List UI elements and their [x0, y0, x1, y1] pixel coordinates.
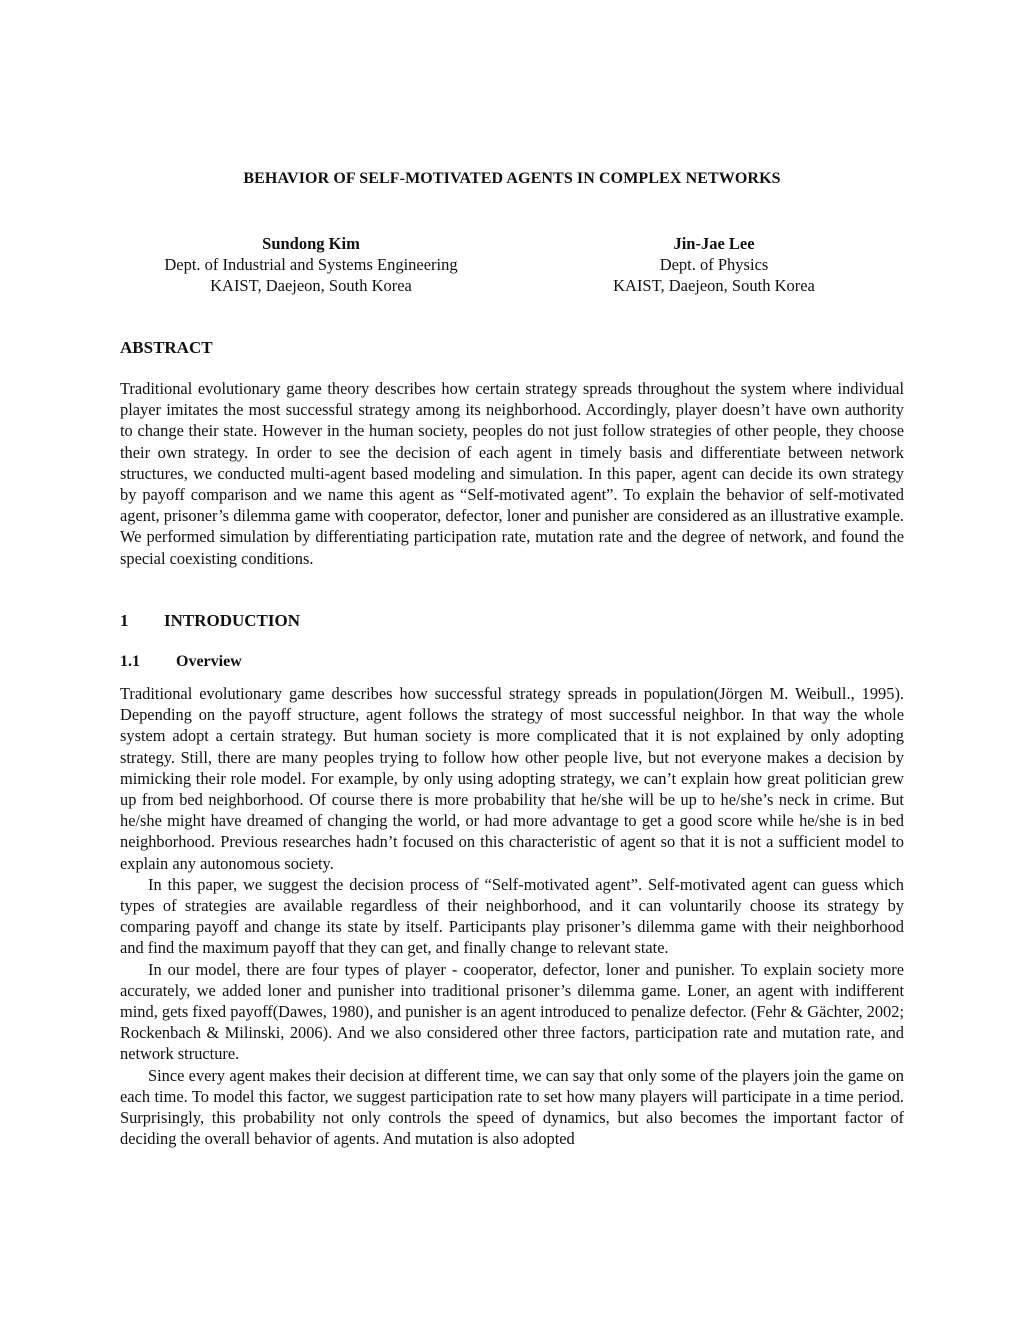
author-dept: Dept. of Physics [659, 255, 769, 274]
body-paragraph: In our model, there are four types of player - cooperator, defector, loner and punisher. To explain society more accurately, we added loner and punisher into traditional prisoner’s dilemma game. Loner, an agent with indifferent mind, gets fixed payoff(Dawes, 1980), and punisher is an agent introduced to penalize defector. (Fehr & Gächter, 2002; Rockenbach & Milinski, 2006). And we also considered other three factors, participation rate and mutation rate, and network structure. [120, 959, 904, 1064]
overview-body [120, 683, 904, 1149]
body-paragraph: In this paper, we suggest the decision process of “Self-motivated agent”. Self-motivated agent can guess which types of strategies are available regardless of their neighborhood, and it can voluntarily choose its strategy by comparing payoff and change its state by itself. Participants play prisoner’s dilemma game with their neighborhood and find the maximum payoff that they can get, and finally change to relevant state. [120, 874, 904, 958]
body-paragraph: Since every agent makes their decision at different time, we can say that only some of the players join the game on each time. To model this factor, we suggest participation rate to set how many players will participate in a time period. Surprisingly, this probability not only controls the speed of dynamics, but also becomes the important factor of deciding the overall behavior of agents. And mutation is also adopted [120, 1065, 904, 1149]
body-paragraph: Traditional evolutionary game describes how successful strategy spreads in population(Jörgen M. Weibull., 1995). Depending on the payoff structure, agent follows the strategy of most successful neighbor. In that way the whole system adopt a certain strategy. But human society is more complicated that it is not explained by only adopting strategy. Still, there are many peoples trying to follow how other people live, but not everyone makes a decision by mimicking their role model. For example, by only using adopting strategy, we can’t explain how great politician grew up from bed neighborhood. Of course there is more probability that he/she will be up to he/she’s neck in crime. But he/she might have dreamed of changing the world, or had more advantage to get a good score while he/she is in bed neighborhood. Previous researches hadn’t focused on this characteristic of agent so that it is not a sufficient model to explain any autonomous society. [120, 684, 904, 873]
subsection-number: 1.1 [120, 653, 140, 670]
author-affiliation: KAIST, Daejeon, South Korea [210, 276, 412, 295]
abstract-heading: ABSTRACT [120, 338, 213, 357]
author-block-2 [580, 233, 848, 296]
abstract-body [120, 378, 904, 569]
author-block-1 [140, 233, 482, 296]
author-name: Jin-Jae Lee [673, 234, 755, 253]
subsection-heading-overview [120, 653, 242, 671]
author-name: Sundong Kim [262, 234, 360, 253]
section-number: 1 [120, 611, 129, 630]
paper-title: BEHAVIOR OF SELF-MOTIVATED AGENTS IN COMPLEX NETWORKS [243, 170, 781, 187]
section-title: INTRODUCTION [164, 611, 301, 630]
section-heading-introduction [120, 611, 300, 631]
author-affiliation: KAIST, Daejeon, South Korea [613, 276, 815, 295]
abstract-paragraph: Traditional evolutionary game theory describes how certain strategy spreads throughout the system where individual player imitates the most successful strategy among its neighborhood. Accordingly, player doesn’t have own authority to change their state. However in the human society, peoples do not just follow strategies of other people, they choose their own strategy. In order to see the decision of each agent in timely basis and differentiate between network structures, we conducted multi-agent based modeling and simulation. In this paper, agent can decide its own strategy by payoff comparison and we name this agent as “Self-motivated agent”. To explain the behavior of self-motivated agent, prisoner’s dilemma game with cooperator, defector, loner and punisher are considered as an illustrative example. We performed simulation by differentiating participation rate, mutation rate and the degree of network, and found the special coexisting conditions. [120, 379, 904, 568]
subsection-title: Overview [176, 653, 242, 670]
author-dept: Dept. of Industrial and Systems Engineering [164, 255, 458, 274]
